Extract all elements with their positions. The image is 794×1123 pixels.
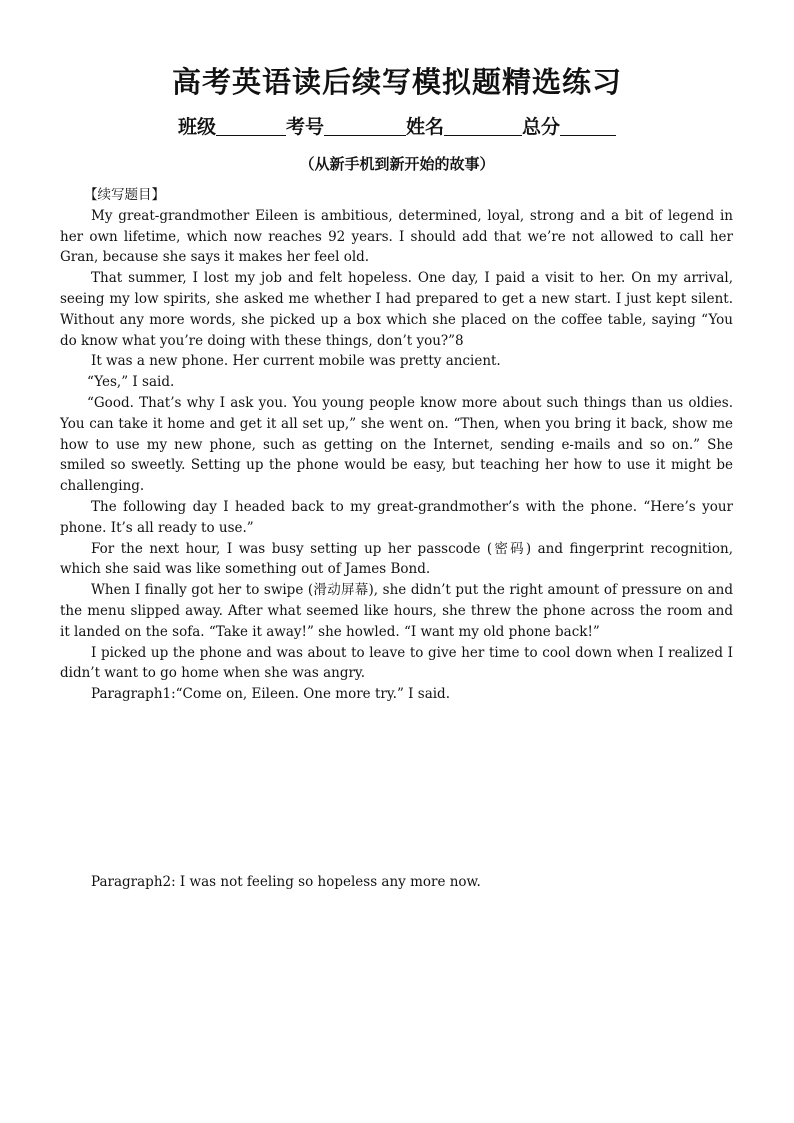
paragraph2-prompt: Paragraph2: I was not feeling so hopeless any more now. xyxy=(91,874,481,890)
passage-paragraph: That summer, I lost my job and felt hopeless. One day, I paid a visit to her. On my arrival, seeing my low spirits, she asked me whether I had prepared to get a new start. I just kept silent. Without any more words, she picked up a box which she placed on the coffee table, saying “You do know what you’re doing with these things, don’t you?”8 xyxy=(60,270,733,349)
passage-paragraph: It was a new phone. Her current mobile was pretty ancient. xyxy=(91,353,501,370)
reading-passage xyxy=(60,185,733,705)
section-label: 【续写题目】 xyxy=(84,187,165,203)
story-subtitle: （从新手机到新开始的故事） xyxy=(299,155,495,173)
passage-paragraph: “Yes,” I said. xyxy=(87,374,175,391)
name-label: 姓名 xyxy=(406,116,445,138)
class-label: 班级 xyxy=(177,116,216,138)
paragraph1-prompt: Paragraph1:“Come on, Eileen. One more try.” I said. xyxy=(91,686,450,703)
class-blank xyxy=(216,117,286,136)
page-title: 高考英语读后续写模拟题精选练习 xyxy=(171,65,622,99)
exam-no-label: 考号 xyxy=(285,116,324,138)
header-fields xyxy=(0,112,794,139)
exam-no-blank xyxy=(324,117,406,136)
passage-paragraph: For the next hour, I was busy setting up her passcode (密码) and fingerprint recognition, which she said was like something out of James Bond. xyxy=(60,540,733,578)
passage-paragraph: I picked up the phone and was about to leave to give her time to cool down when I realized I didn’t want to go home when she was angry. xyxy=(60,644,733,682)
passage-paragraph: The following day I headed back to my great-grandmother’s with the phone. “Here’s your phone. It’s all ready to use.” xyxy=(60,498,733,536)
name-blank xyxy=(444,117,522,136)
passage-paragraph: “Good. That’s why I ask you. You young people know more about such things than us oldies. You can take it home and get it all set up,” she went on. “Then, when you bring it back, show me how to use my new phone, such as getting on the Internet, sending e-mails and so on.” She smiled so sweetly. Setting up the phone would be easy, but teaching her how to use it might be challenging. xyxy=(60,394,733,495)
passage-paragraph: When I finally got her to swipe (滑动屏幕), she didn’t put the right amount of pressure on and the menu slipped away. After what seemed like hours, she threw the phone across the room and it landed on the sofa. “Take it away!” she howled. “I want my old phone back!” xyxy=(60,582,733,640)
score-label: 总分 xyxy=(522,116,561,138)
score-blank xyxy=(560,117,616,136)
passage-paragraph: My great-grandmother Eileen is ambitious, determined, loyal, strong and a bit of legend in her own lifetime, which now reaches 92 years. I should add that we’re not allowed to call her Gran, because she says it makes her feel old. xyxy=(60,207,733,266)
